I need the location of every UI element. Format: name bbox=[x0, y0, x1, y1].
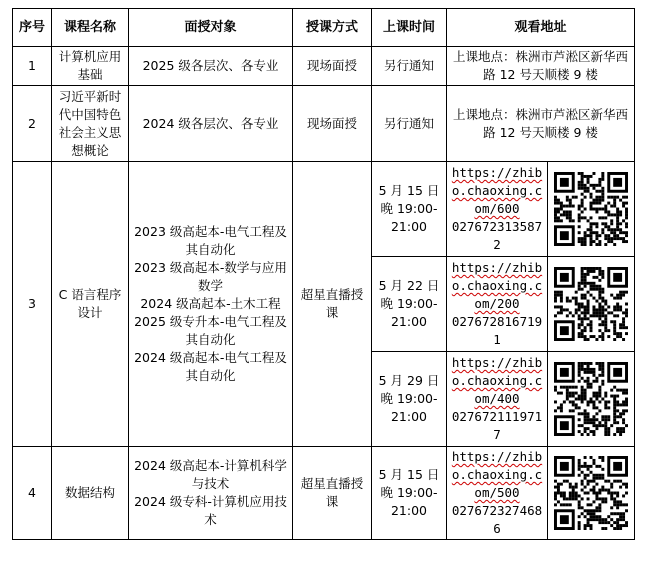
target-line: 2024 级专科-计算机应用技术 bbox=[134, 494, 287, 527]
target-line: 2023 级高起本-数学与应用数学 bbox=[134, 260, 287, 293]
session-time: 5 月 15 日晚 19:00-21:00 bbox=[372, 162, 447, 257]
session-id: 0276721119717 bbox=[451, 409, 543, 442]
table-row bbox=[13, 447, 635, 540]
session-url[interactable]: https://zhibo.chaoxing.com/600 bbox=[451, 165, 543, 216]
header-no: 序号 bbox=[13, 9, 52, 47]
target-line: 2023 级高起本-电气工程及其自动化 bbox=[134, 224, 287, 257]
row-no: 2 bbox=[13, 86, 52, 162]
qr-code-icon[interactable] bbox=[554, 172, 628, 246]
session-link[interactable] bbox=[447, 352, 548, 447]
row-no: 3 bbox=[13, 162, 52, 447]
row-course: C 语言程序设计 bbox=[52, 162, 129, 447]
table-row bbox=[13, 86, 635, 162]
target-line: 2024 级高起本-土木工程 bbox=[140, 296, 281, 311]
table-row bbox=[13, 47, 635, 86]
header-course: 课程名称 bbox=[52, 9, 129, 47]
row-no: 4 bbox=[13, 447, 52, 540]
header-target: 面授对象 bbox=[129, 9, 293, 47]
session-link[interactable] bbox=[447, 447, 548, 540]
row-mode: 超星直播授课 bbox=[293, 162, 372, 447]
row-address: 上课地点：株洲市芦淞区新华西路 12 号天顺楼 9 楼 bbox=[447, 47, 635, 86]
session-id: 0276723135872 bbox=[451, 219, 543, 252]
header-row bbox=[13, 9, 635, 47]
row-mode: 现场面授 bbox=[293, 86, 372, 162]
session-link[interactable] bbox=[447, 162, 548, 257]
qr-cell bbox=[548, 257, 635, 352]
row-target: 2024 级各层次、各专业 bbox=[129, 86, 293, 162]
schedule-table bbox=[12, 8, 635, 540]
row-time: 另行通知 bbox=[372, 86, 447, 162]
target-line: 2024 级高起本-计算机科学与技术 bbox=[134, 458, 287, 491]
row-target bbox=[129, 162, 293, 447]
row-target bbox=[129, 447, 293, 540]
row-no: 1 bbox=[13, 47, 52, 86]
qr-code-icon[interactable] bbox=[554, 456, 628, 530]
qr-code-icon[interactable] bbox=[554, 362, 628, 436]
qr-cell bbox=[548, 352, 635, 447]
session-url[interactable]: https://zhibo.chaoxing.com/400 bbox=[451, 355, 543, 406]
session-link[interactable] bbox=[447, 257, 548, 352]
qr-code-icon[interactable] bbox=[554, 267, 628, 341]
session-url[interactable]: https://zhibo.chaoxing.com/500 bbox=[451, 449, 543, 500]
session-time: 5 月 29 日晚 19:00-21:00 bbox=[372, 352, 447, 447]
row-course: 习近平新时代中国特色社会主义思想概论 bbox=[52, 86, 129, 162]
row-course: 计算机应用基础 bbox=[52, 47, 129, 86]
table-row bbox=[13, 162, 635, 257]
header-mode: 授课方式 bbox=[293, 9, 372, 47]
session-time: 5 月 22 日晚 19:00-21:00 bbox=[372, 257, 447, 352]
row-course: 数据结构 bbox=[52, 447, 129, 540]
header-address: 观看地址 bbox=[447, 9, 635, 47]
row-mode: 现场面授 bbox=[293, 47, 372, 86]
session-id: 0276728167191 bbox=[451, 314, 543, 347]
target-line: 2025 级专升本-电气工程及其自动化 bbox=[134, 314, 287, 347]
qr-cell bbox=[548, 447, 635, 540]
header-time: 上课时间 bbox=[372, 9, 447, 47]
row-time: 另行通知 bbox=[372, 47, 447, 86]
session-id: 0276723274686 bbox=[451, 503, 543, 536]
row-address: 上课地点：株洲市芦淞区新华西路 12 号天顺楼 9 楼 bbox=[447, 86, 635, 162]
row-target: 2025 级各层次、各专业 bbox=[129, 47, 293, 86]
session-url[interactable]: https://zhibo.chaoxing.com/200 bbox=[451, 260, 543, 311]
qr-cell bbox=[548, 162, 635, 257]
session-time: 5 月 15 日晚 19:00-21:00 bbox=[372, 447, 447, 540]
target-line: 2024 级高起本-电气工程及其自动化 bbox=[134, 350, 287, 383]
row-mode: 超星直播授课 bbox=[293, 447, 372, 540]
